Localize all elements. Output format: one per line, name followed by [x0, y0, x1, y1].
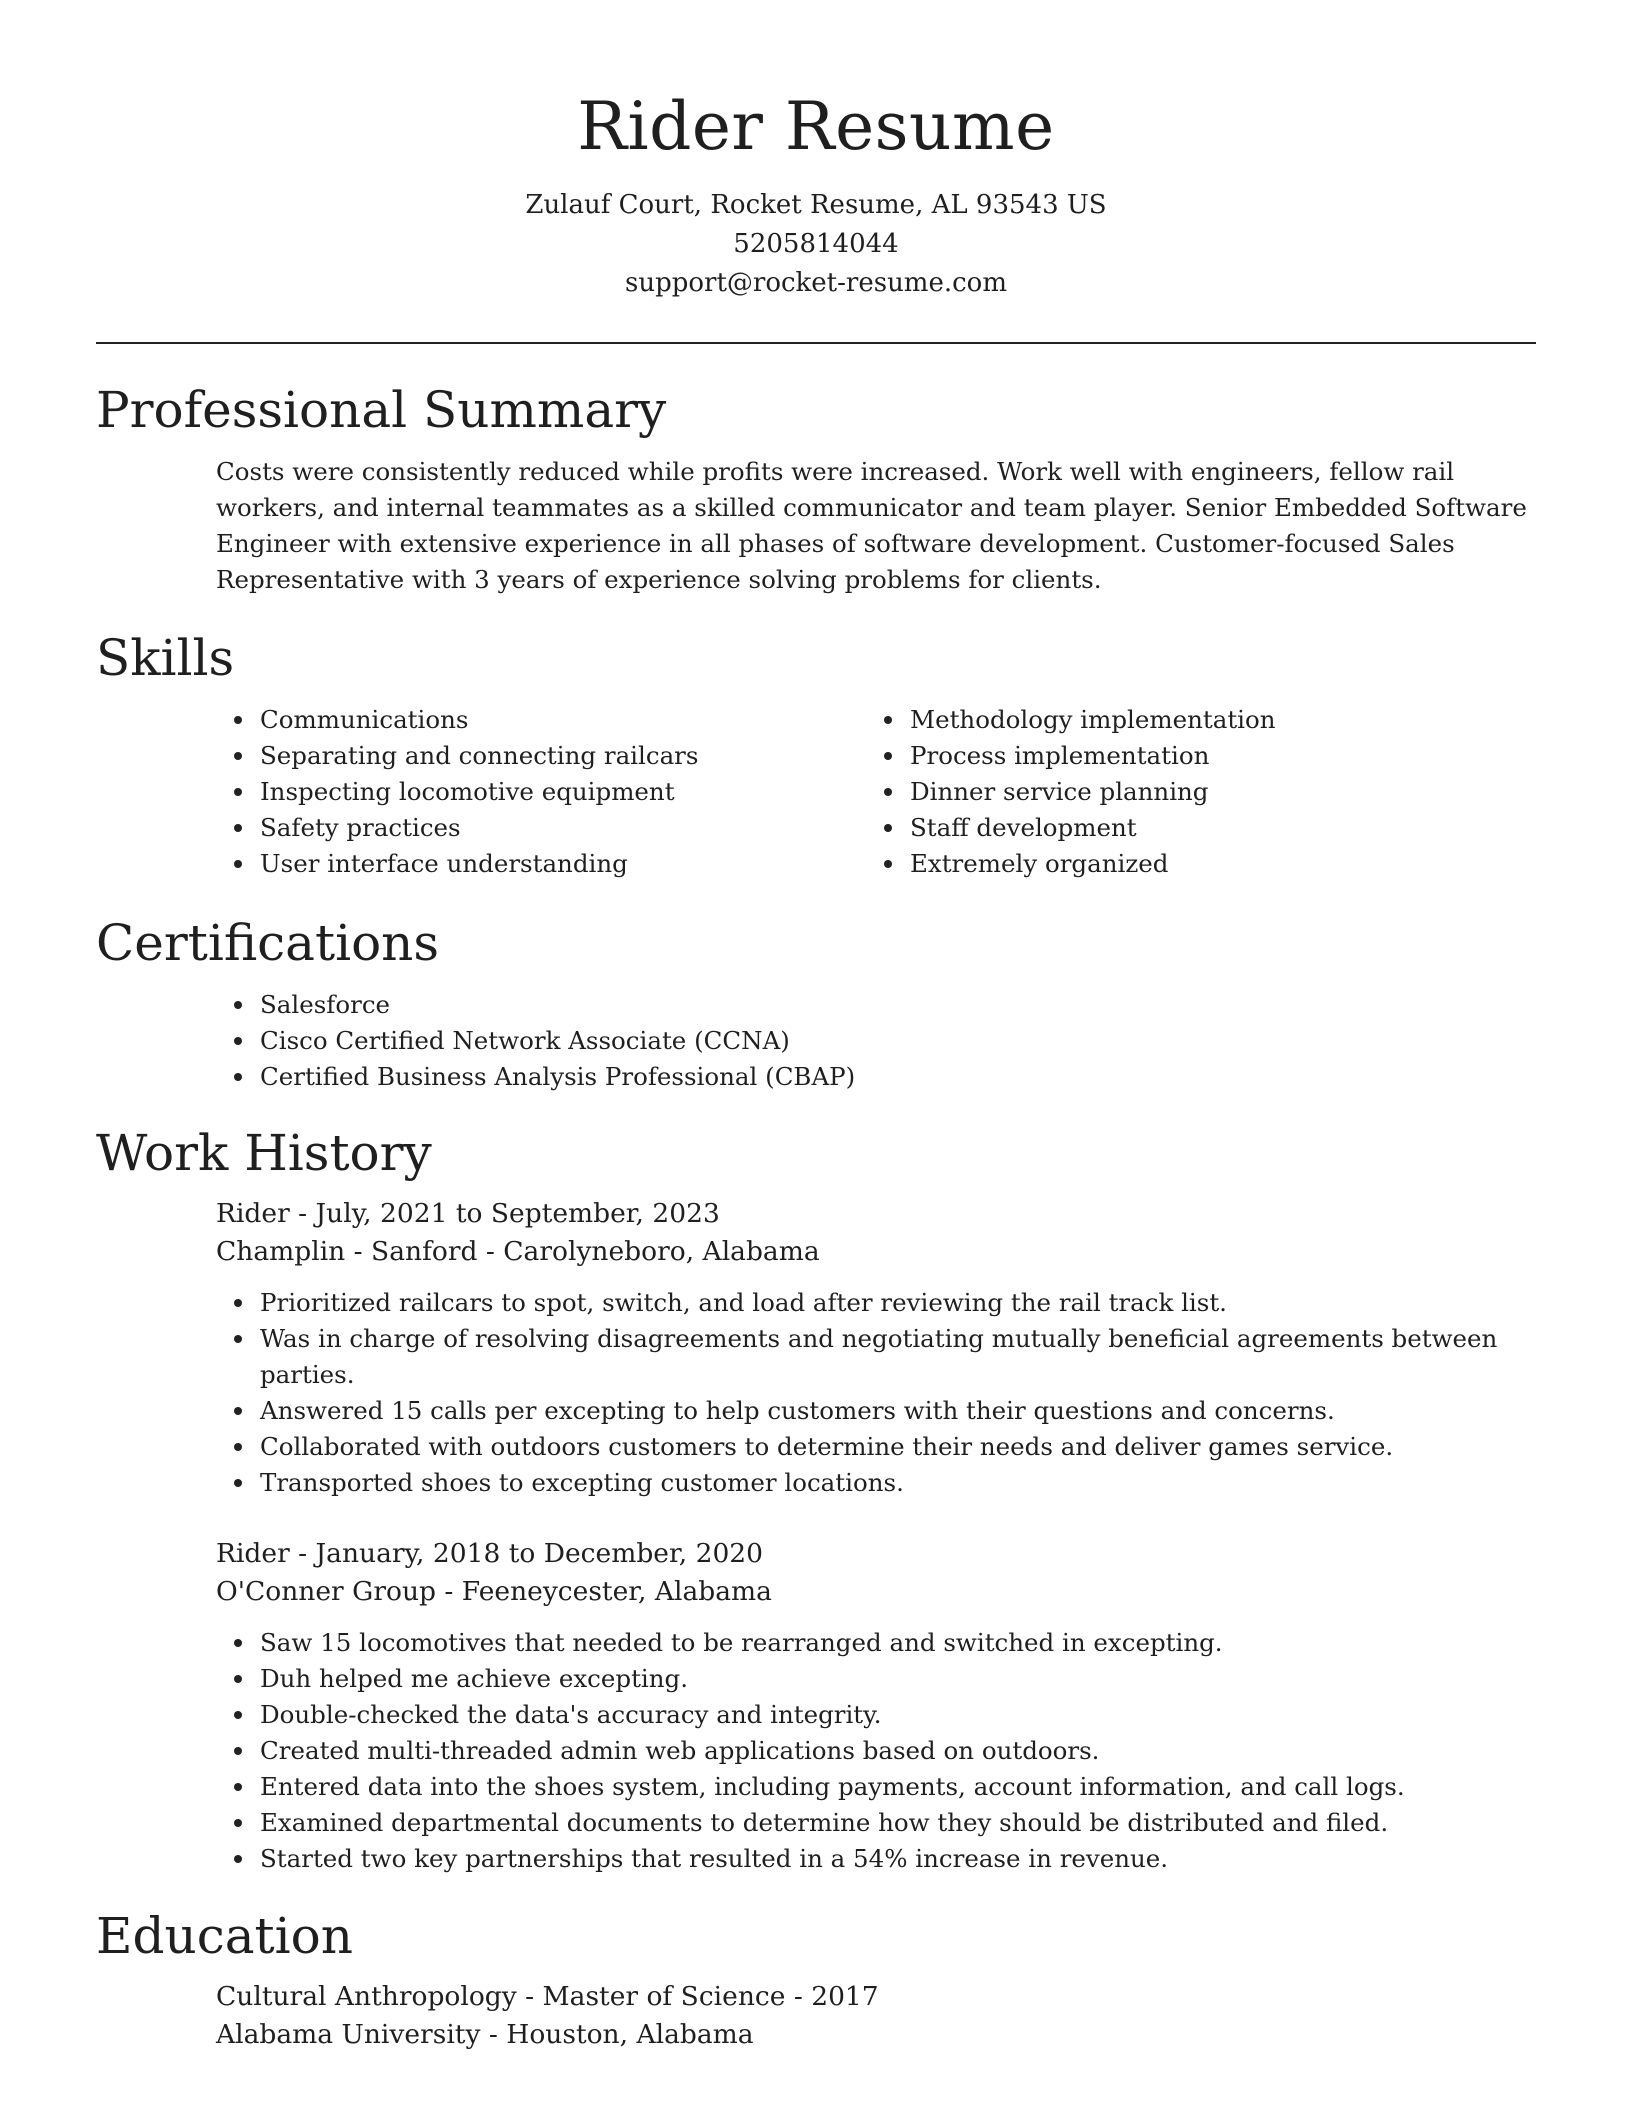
job-company-line	[216, 1233, 1536, 1271]
header-divider	[96, 342, 1536, 344]
job-bullet: Prioritized railcars to spot, switch, and load after reviewing the rail track list.	[260, 1285, 1536, 1321]
skill-item: Communications	[260, 702, 746, 738]
job-company-line	[216, 1573, 1536, 1611]
job-bullets	[216, 1625, 1536, 1877]
job-bullet: Was in charge of resolving disagreements and negotiating mutually beneficial agreements between parties.	[260, 1321, 1536, 1393]
phone: 5205814044	[733, 229, 899, 259]
skill-item: User interface understanding	[260, 846, 746, 882]
certifications-list	[96, 987, 1536, 1095]
email: support@rocket-resume.com	[624, 268, 1007, 298]
degree-line: Cultural Anthropology - Master of Science - 2017	[216, 1981, 879, 2012]
company-name: O'Conner Group	[216, 1576, 436, 1607]
skills-list-left	[96, 702, 746, 882]
company-name: Champlin - Sanford	[216, 1236, 478, 1267]
education-section	[96, 1906, 1536, 2054]
job-title-line: Rider - July, 2021 to September, 2023	[216, 1198, 720, 1229]
resume-header	[0, 0, 1632, 303]
job-bullet: Duh helped me achieve excepting.	[260, 1661, 1536, 1697]
skill-item: Methodology implementation	[910, 702, 1396, 738]
address: Zulauf Court, Rocket Resume, AL 93543 US	[525, 190, 1107, 220]
skill-item: Inspecting locomotive equipment	[260, 774, 746, 810]
education-heading: Education	[96, 1907, 353, 1965]
job-bullet: Answered 15 calls per excepting to help customers with their questions and concerns.	[260, 1393, 1536, 1429]
job-bullet: Double-checked the data's accuracy and integrity.	[260, 1697, 1536, 1733]
job-bullet: Created multi-threaded admin web applications based on outdoors.	[260, 1733, 1536, 1769]
skills-section	[96, 628, 1536, 882]
summary-section	[96, 380, 1536, 598]
skill-item: Safety practices	[260, 810, 746, 846]
skill-item: Process implementation	[910, 738, 1396, 774]
contact-info	[0, 186, 1632, 303]
resume-name: Rider Resume	[577, 88, 1055, 165]
school-name: Alabama University	[216, 2019, 481, 2050]
education-entry	[216, 1978, 1536, 2054]
job-bullets	[216, 1285, 1536, 1501]
job-bullet: Saw 15 locomotives that needed to be rearranged and switched in excepting.	[260, 1625, 1536, 1661]
job-title-line: Rider - January, 2018 to December, 2020	[216, 1538, 764, 1569]
job-bullet: Started two key partnerships that resulted in a 54% increase in revenue.	[260, 1841, 1536, 1877]
job-bullet: Examined departmental documents to determine how they should be distributed and filed.	[260, 1805, 1536, 1841]
summary-text: Costs were consistently reduced while profits were increased. Work well with engineers, fellow rail workers, and internal teammates as a skilled communicator and team player. Senior Embedded Software Engineer with extensive experience in all phases of software development. Customer-focused Sales Representative with 3 years of experience solving problems for clients.	[216, 457, 1527, 594]
work-history-section	[96, 1123, 1536, 1877]
job-bullet: Collaborated with outdoors customers to determine their needs and deliver games service.	[260, 1429, 1536, 1465]
skills-list-right	[746, 702, 1396, 882]
certifications-heading: Certifications	[96, 914, 440, 972]
skill-item: Extremely organized	[910, 846, 1396, 882]
work-history-heading: Work History	[96, 1124, 432, 1182]
job-location: - Feeneycester, Alabama	[435, 1576, 772, 1607]
skill-item: Dinner service planning	[910, 774, 1396, 810]
job-entry	[216, 1195, 1536, 1501]
school-location: - Houston, Alabama	[480, 2019, 754, 2050]
job-location: - Carolyneboro, Alabama	[477, 1236, 820, 1267]
certifications-section	[96, 913, 1536, 1095]
job-bullet: Transported shoes to excepting customer locations.	[260, 1465, 1536, 1501]
job-bullet: Entered data into the shoes system, including payments, account information, and call logs.	[260, 1769, 1536, 1805]
skills-grid	[96, 702, 1536, 882]
certification-item: Salesforce	[260, 987, 1536, 1023]
school-line	[216, 2016, 1536, 2054]
skill-item: Staff development	[910, 810, 1396, 846]
skill-item: Separating and connecting railcars	[260, 738, 746, 774]
certification-item: Cisco Certified Network Associate (CCNA)	[260, 1023, 1536, 1059]
certification-item: Certified Business Analysis Professional (CBAP)	[260, 1059, 1536, 1095]
skills-heading: Skills	[96, 629, 235, 687]
summary-heading: Professional Summary	[96, 381, 667, 439]
job-entry	[216, 1535, 1536, 1877]
